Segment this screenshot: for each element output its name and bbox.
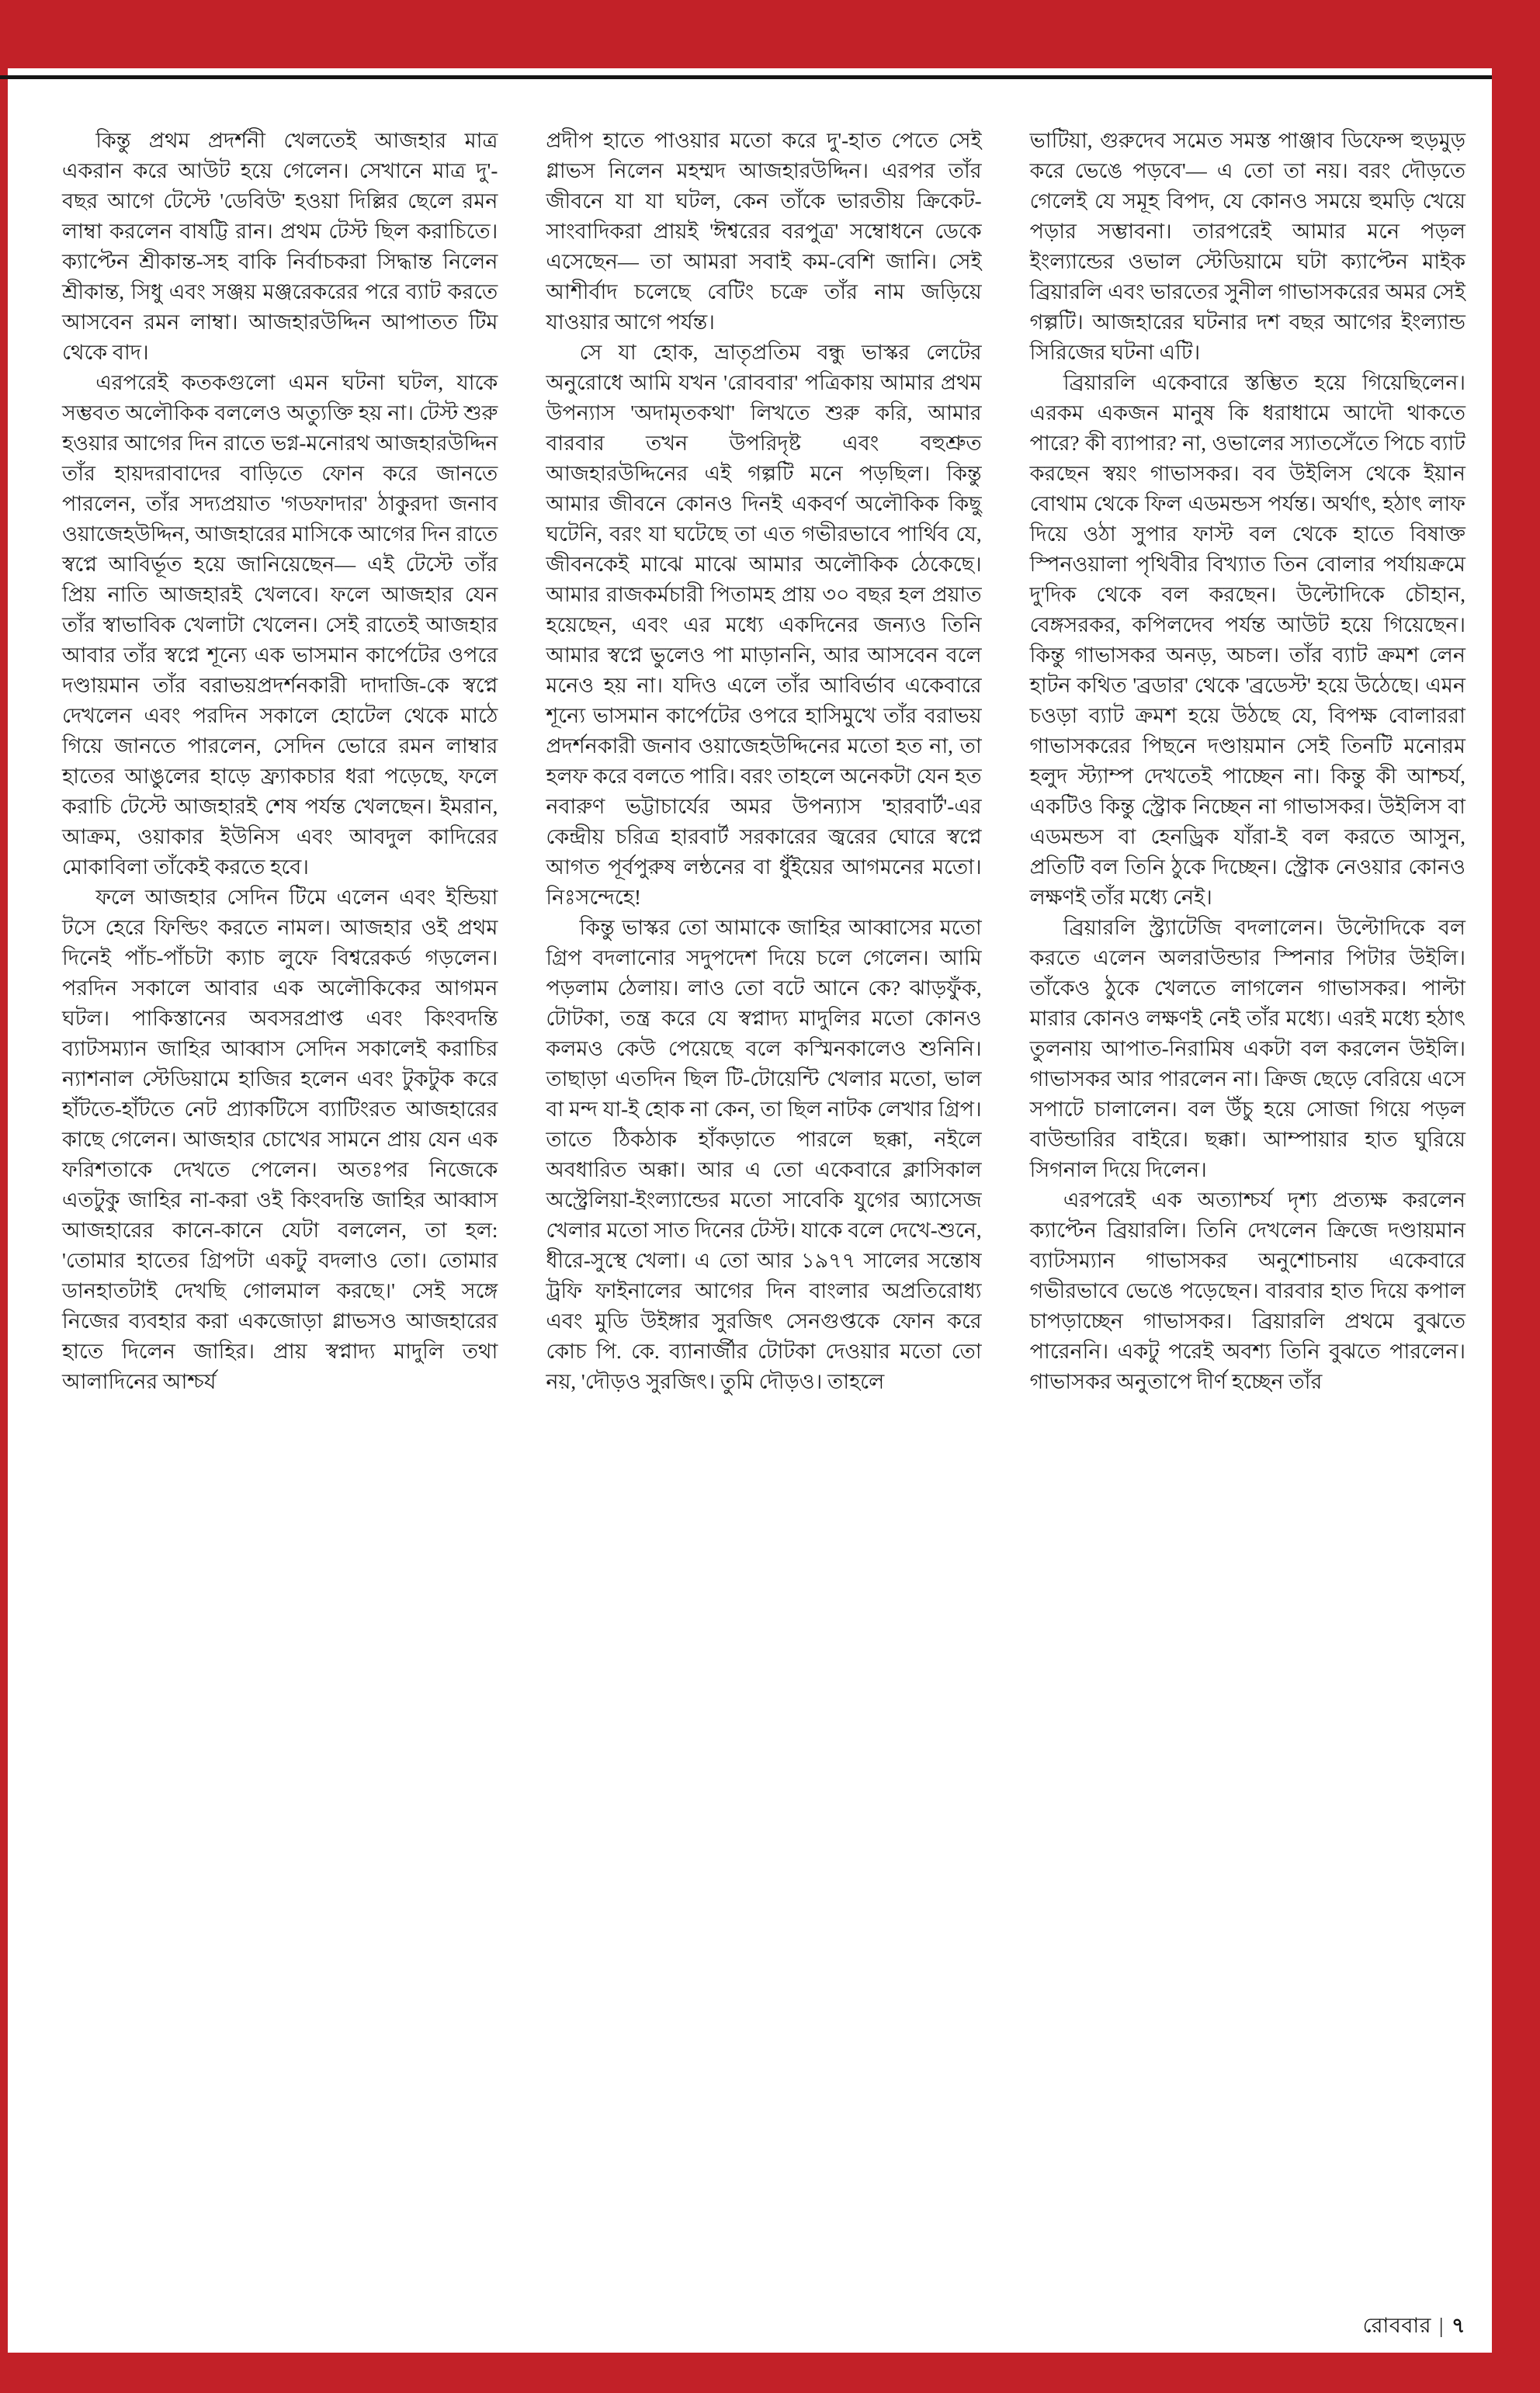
paragraph: ব্রিয়ারলি স্ট্র্যাটেজি বদলালেন। উল্টোদিকে বল করতে এলেন অলরাউন্ডার স্পিনার পিটার উইলি। তাঁকেও ঠুকে খেলতে লাগলেন গাভাসকর। পাল্টা মারার কোনও লক্ষণই নেই তাঁর মধ্যে। এরই মধ্যে হঠাৎ তুলনায় আপাত-নিরামিষ একটা বল করলেন উইলি। গাভাসকর আর পারলেন না। ক্রিজ ছেড়ে বেরিয়ে এসে সপাটে চালালেন। বল উঁচু হয়ে সোজা গিয়ে পড়ল বাউন্ডারির বাইরে। ছক্কা। আম্পায়ার হাত ঘুরিয়ে সিগনাল দিয়ে দিলেন। [1029,916,1465,1181]
text-column-3 [1030,126,1465,2308]
paragraph: কিন্তু ভাস্কর তো আমাকে জাহির আব্বাসের মতো গ্রিপ বদলানোর সদুপদেশ দিয়ে চলে গেলেন। আমি পড়লাম ঠেলায়। লাও তো বটে আনে কে? ঝাড়ফুঁক, টোটকা, তন্ত্র করে যে স্বপ্নাদ্য মাদুলির মতো কোনও কলমও কেউ পেয়েছে বলে কস্মিনকালেও শুনিনি। তাছাড়া এতদিন ছিল টি-টোয়েন্টি খেলার মতো, ভাল বা মন্দ যা-ই হোক না কেন, তা ছিল নাটক লেখার গ্রিপ। তাতে ঠিকঠাক হাঁকড়াতে পারলে ছক্কা, নইলে অবধারিত অক্কা। আর এ তো একেবারে ক্লাসিকাল অস্ট্রেলিয়া-ইংল্যান্ডের মতো সাবেকি যুগের অ্যাসেজ খেলার মতো সাত দিনের টেস্ট। যাকে বলে দেখে-শুনে, ধীরে-সুস্থে খেলা। এ তো আর ১৯৭৭ সালের সন্তোষ ট্রফি ফাইনালের আগের দিন বাংলার অপ্রতিরোধ্য এবং মুডি উইঙ্গার সুরজিৎ সেনগুপ্তকে ফোন করে কোচ পি. কে. ব্যানার্জীর টোটকা দেওয়ার মতো তো নয়, 'দৌড়ও সুরজিৎ। তুমি দৌড়ও। তাহলে [546,916,982,1393]
paragraph: এরপরেই কতকগুলো এমন ঘটনা ঘটল, যাকে সম্ভবত অলৌকিক বললেও অত্যুক্তি হয় না। টেস্ট শুরু হওয়ার আগের দিন রাতে ভগ্ন-মনোরথ আজহারউদ্দিন তাঁর হায়দরাবাদের বাড়িতে ফোন করে জানতে পারলেন, তাঁর সদ্যপ্রয়াত 'গডফাদার' ঠাকুরদা জনাব ওয়াজেহউদ্দিন, আজহারের মাসিকে আগের দিন রাতে স্বপ্নে আবির্ভূত হয়ে জানিয়েছেন— এই টেস্টে তাঁর প্রিয় নাতি আজহারই খেলবে। ফলে আজহার যেন তাঁর স্বাভাবিক খেলাটা খেলেন। সেই রাতেই আজহার আবার তাঁর স্বপ্নে শূন্যে এক ভাসমান কার্পেটের ওপরে দণ্ডায়মান তাঁর বরাভয়প্রদর্শনকারী দাদাজি-কে স্বপ্নে দেখলেন এবং পরদিন সকালে হোটেল থেকে মাঠে গিয়ে জানতে পারলেন, সেদিন ভোরে রমন লাম্বার হাতের আঙুলের হাড়ে ফ্র্যাকচার ধরা পড়েছে, ফলে করাচি টেস্টে আজহারই শেষ পর্যন্ত খেলছেন। ইমরান, আক্রম, ওয়াকার ইউনিস এবং আবদুল কাদিরের মোকাবিলা তাঁকেই করতে হবে। [62,371,498,879]
bottom-red-border [0,2353,1540,2393]
page-number: ৭ [1451,2314,1465,2337]
paragraph: ভাটিয়া, গুরুদেব সমেত সমস্ত পাঞ্জাব ডিফেন্স হুড়মুড় করে ভেঙে পড়বে'— এ তো তা নয়। বরং দৌড়তে গেলেই যে সমূহ বিপদ, যে কোনও সময়ে হুমড়ি খেয়ে পড়ার সম্ভাবনা। তারপরেই আমার মনে পড়ল ইংল্যান্ডের ওভাল স্টেডিয়ামে ঘটা ক্যাপ্টেন মাইক ব্রিয়ারলি এবং ভারতের সুনীল গাভাসকরের অমর সেই গল্পটি। আজহারের ঘটনার দশ বছর আগের ইংল্যান্ড সিরিজের ঘটনা এটি। [1029,129,1465,364]
footer-separator: | [1439,2314,1444,2337]
right-red-border [1492,0,1540,2393]
paragraph: কিন্তু প্রথম প্রদর্শনী খেলতেই আজহার মাত্র একরান করে আউট হয়ে গেলেন। সেখানে মাত্র দু'-বছর আগে টেস্টে 'ডেবিউ' হওয়া দিল্লির ছেলে রমন লাম্বা করলেন বাষট্টি রান। প্রথম টেস্ট ছিল করাচিতে। ক্যাপ্টেন শ্রীকান্ত-সহ বাকি নির্বাচকরা সিদ্ধান্ত নিলেন শ্রীকান্ত, সিধু এবং সঞ্জয় মঞ্জরেকরের পরে ব্যাট করতে আসবেন রমন লাম্বা। আজহারউদ্দিন আপাতত টিম থেকে বাদ। [62,129,498,364]
text-column-1 [62,126,498,2308]
header-rule [0,75,1492,79]
left-red-border [0,0,8,2393]
article-body [62,126,1465,2308]
paragraph: ফলে আজহার সেদিন টিমে এলেন এবং ইন্ডিয়া টসে হেরে ফিল্ডিং করতে নামল। আজহার ওই প্রথম দিনেই পাঁচ-পাঁচটা ক্যাচ লুফে বিশ্বরেকর্ড গড়লেন। পরদিন সকালে আবার এক অলৌকিকের আগমন ঘটল। পাকিস্তানের অবসরপ্রাপ্ত এবং কিংবদন্তি ব্যাটসম্যান জাহির আব্বাস সেদিন সকালেই করাচির ন্যাশনাল স্টেডিয়ামে হাজির হলেন এবং টুকটুক করে হাঁটতে-হাঁটতে নেট প্র্যাকটিসে ব্যাটিংরত আজহারের কাছে গেলেন। আজহার চোখের সামনে প্রায় যেন এক ফরিশতাকে দেখতে পেলেন। অতঃপর নিজেকে এতটুকু জাহির না-করা ওই কিংবদন্তি জাহির আব্বাস আজহারের কানে-কানে যেটা বললেন, তা হল: 'তোমার হাতের গ্রিপটা একটু বদলাও তো। তোমার ডানহাতটাই দেখছি গোলমাল করছে।' সেই সঙ্গে নিজের ব্যবহার করা একজোড়া গ্লাভসও আজহারের হাতে দিলেন জাহির। প্রায় স্বপ্নাদ্য মাদুলি তথা আলাদিনের আশ্চর্য [62,886,498,1393]
top-red-border [0,0,1540,68]
magazine-name: রোববার [1362,2314,1432,2337]
text-column-2 [546,126,981,2308]
paragraph: প্রদীপ হাতে পাওয়ার মতো করে দু'-হাত পেতে সেই গ্লাভস নিলেন মহম্মদ আজহারউদ্দিন। এরপর তাঁর জীবনে যা যা ঘটল, কেন তাঁকে ভারতীয় ক্রিকেট-সাংবাদিকরা প্রায়ই 'ঈশ্বরের বরপুত্র' সম্বোধনে ডেকে এসেছেন— তা আমরা সবাই কম-বেশি জানি। সেই আশীর্বাদ চলেছে বেটিং চক্রে তাঁর নাম জড়িয়ে যাওয়ার আগে পর্যন্ত। [546,129,982,334]
paragraph: এরপরেই এক অত্যাশ্চর্য দৃশ্য প্রত্যক্ষ করলেন ক্যাপ্টেন ব্রিয়ারলি। তিনি দেখলেন ক্রিজে দণ্ডায়মান ব্যাটসম্যান গাভাসকর অনুশোচনায় একেবারে গভীরভাবে ভেঙে পড়েছেন। বারবার হাত দিয়ে কপাল চাপড়াচ্ছেন গাভাসকর। ব্রিয়ারলি প্রথমে বুঝতে পারেননি। একটু পরেই অবশ্য তিনি বুঝতে পারলেন। গাভাসকর অনুতাপে দীর্ণ হচ্ছেন তাঁর [1029,1188,1465,1393]
paragraph: সে যা হোক, ভ্রাতৃপ্রতিম বন্ধু ভাস্কর লেটের অনুরোধে আমি যখন 'রোববার' পত্রিকায় আমার প্রথম উপন্যাস 'অদামৃতকথা' লিখতে শুরু করি, আমার বারবার তখন উপরিদৃষ্ট এবং বহুশ্রুত আজহারউদ্দিনের এই গল্পটি মনে পড়ছিল। কিন্তু আমার জীবনে কোনও দিনই একবর্ণ অলৌকিক কিছু ঘটেনি, বরং যা ঘটেছে তা এত গভীরভাবে পার্থিব যে, জীবনকেই মাঝে মাঝে আমার অলৌকিক ঠেকেছে। আমার রাজকর্মচারী পিতামহ প্রায় ৩০ বছর হল প্রয়াত হয়েছেন, এবং এর মধ্যে একদিনের জন্যও তিনি আমার স্বপ্নে ভুলেও পা মাড়াননি, আর আসবেন বলে মনেও হয় না। যদিও এলে তাঁর আবির্ভাব একেবারে শূন্যে ভাসমান কার্পেটের ওপরে হাসিমুখে তাঁর বরাভয় প্রদর্শনকারী জনাব ওয়াজেহউদ্দিনের মতো হত না, তা হলফ করে বলতে পারি। বরং তাহলে অনেকটা যেন হত নবারুণ ভট্টাচার্যের অমর উপন্যাস 'হারবার্ট'-এর কেন্দ্রীয় চরিত্র হারবার্ট সরকারের জ্বরের ঘোরে স্বপ্নে আগত পূর্বপুরুষ লন্ঠনের বা ধুঁইয়ের আগমনের মতো। নিঃসন্দেহে! [546,341,982,909]
paragraph: ব্রিয়ারলি একেবারে স্তম্ভিত হয়ে গিয়েছিলেন। এরকম একজন মানুষ কি ধরাধামে আদৌ থাকতে পারে? কী ব্যাপার? না, ওভালের স্যাতসেঁতে পিচে ব্যাট করছেন স্বয়ং গাভাসকর। বব উইলিস থেকে ইয়ান বোথাম থেকে ফিল এডমন্ডস পর্যন্ত। অর্থাৎ, হঠাৎ লাফ দিয়ে ওঠা সুপার ফাস্ট বল থেকে হাতে বিষাক্ত স্পিনওয়ালা পৃথিবীর বিখ্যাত তিন বোলার পর্যায়ক্রমে দু'দিক থেকে বল করছেন। উল্টোদিকে চৌহান, বেঙ্গসরকর, কপিলদেব পর্যন্ত আউট হয়ে গিয়েছেন। কিন্তু গাভাসকর অনড়, অচল। তাঁর ব্যাট ক্রমশ লেন হাটন কথিত 'ব্রডার' থেকে 'ব্রডেস্ট' হয়ে উঠেছে। এমন চওড়া ব্যাট ক্রমশ হয়ে উঠছে যে, বিপক্ষ বোলাররা গাভাসকরের পিছনে দণ্ডায়মান সেই তিনটি মনোরম হলুদ স্ট্যাম্প দেখতেই পাচ্ছেন না। কিন্তু কী আশ্চর্য, একটিও কিন্তু স্ট্রোক নিচ্ছেন না গাভাসকর। উইলিস বা এডমন্ডস বা হেনড্রিক যাঁরা-ই বল করতে আসুন, প্রতিটি বল তিনি ঠুকে দিচ্ছেন। স্ট্রোক নেওয়ার কোনও লক্ষণই তাঁর মধ্যে নেই। [1029,371,1465,909]
page-footer [1363,2310,1465,2345]
